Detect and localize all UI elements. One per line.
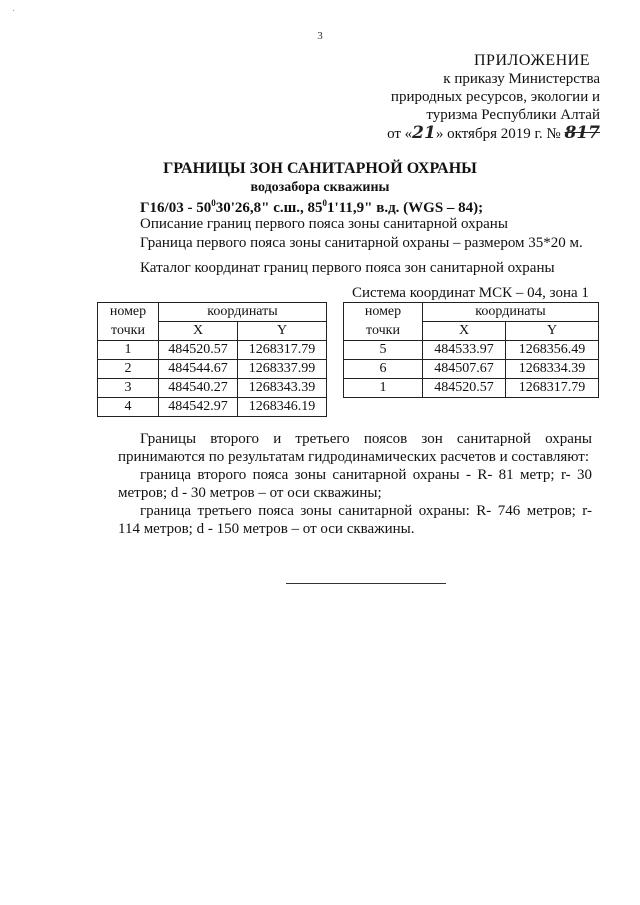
approval-line-1: к приказу Министерства	[443, 71, 600, 87]
closing-divider	[286, 583, 446, 584]
header-number-top: номер	[344, 303, 423, 322]
cell-x: 484507.67	[423, 360, 506, 379]
cell-x: 484533.97	[423, 341, 506, 360]
coordinate-table-left	[97, 302, 327, 417]
paragraph-1-line-2: принимаются по результатам гидродинамических расчетов и составляют:	[118, 449, 589, 465]
cell-x: 484544.67	[159, 360, 238, 379]
header-number-bottom: точки	[98, 322, 159, 341]
corner-mark: ·	[12, 6, 16, 17]
cell-y: 1268337.99	[238, 360, 327, 379]
header-x: X	[423, 322, 506, 341]
degree-mark-2: 0	[322, 198, 328, 208]
cell-x: 484542.97	[159, 398, 238, 417]
catalog-caption: Каталог координат границ первого пояса зон санитарной охраны	[140, 260, 555, 276]
approval-title: ПРИЛОЖЕНИЕ	[473, 52, 590, 69]
coordinate-table-right	[343, 302, 599, 398]
cell-y: 1268334.39	[506, 360, 599, 379]
header-coordinates: координаты	[159, 303, 327, 322]
cell-y: 1268343.39	[238, 379, 327, 398]
handwritten-order-number: 817	[564, 123, 600, 143]
cell-y: 1268356.49	[506, 341, 599, 360]
cell-point: 4	[98, 398, 159, 417]
table-row	[344, 379, 599, 398]
header-y: Y	[506, 322, 599, 341]
cell-x: 484540.27	[159, 379, 238, 398]
header-number-top: номер	[98, 303, 159, 322]
handwritten-day: 21	[412, 123, 436, 143]
table-row	[98, 341, 327, 360]
date-prefix: от «	[387, 126, 413, 142]
approval-block	[360, 52, 600, 143]
page-number: 3	[317, 30, 323, 42]
paragraph-2-line-2: метров; d - 30 метров – от оси скважины;	[118, 485, 382, 501]
table-row	[344, 341, 599, 360]
cell-point: 6	[344, 360, 423, 379]
cell-point: 5	[344, 341, 423, 360]
date-middle: » октября 2019 г. №	[435, 126, 561, 142]
coordinate-system-label: Система координат МСК – 04, зона 1	[352, 285, 589, 301]
cell-y: 1268346.19	[238, 398, 327, 417]
paragraph-3-line-2: 114 метров; d - 150 метров – от оси скважины.	[118, 521, 415, 537]
document-title: ГРАНИЦЫ ЗОН САНИТАРНОЙ ОХРАНЫ	[163, 160, 477, 177]
cell-x: 484520.57	[423, 379, 506, 398]
well-coordinates	[140, 198, 483, 217]
cell-point: 1	[344, 379, 423, 398]
table-header-row	[98, 322, 327, 341]
paragraph-2-line-1: граница второго пояса зоны санитарной охраны - R- 81 метр; r- 30	[140, 467, 592, 483]
cell-x: 484520.57	[159, 341, 238, 360]
cell-point: 1	[98, 341, 159, 360]
table-row	[98, 398, 327, 417]
table-header-row	[344, 303, 599, 322]
approval-line-2: природных ресурсов, экологии и	[390, 89, 600, 105]
table-row	[344, 360, 599, 379]
header-y: Y	[238, 322, 327, 341]
document-subtitle: водозабора скважины	[250, 180, 390, 195]
header-coordinates: координаты	[423, 303, 599, 322]
table-header-row	[98, 303, 327, 322]
degree-mark-1: 0	[211, 198, 216, 208]
cell-y: 1268317.79	[238, 341, 327, 360]
header-number-bottom: точки	[344, 322, 423, 341]
well-coord-part-2: 30'26,8" с.ш., 85	[215, 200, 323, 216]
paragraph-1-line-1: Границы второго и третьего поясов зон санитарной охраны	[140, 431, 592, 447]
approval-line-3: туризма Республики Алтай	[426, 107, 600, 123]
description-line-1: Описание границ первого пояса зоны санитарной охраны	[140, 216, 508, 232]
paragraph-3-line-1: граница третьего пояса зоны санитарной охраны: R- 746 метров; r-	[140, 503, 592, 519]
table-row	[98, 360, 327, 379]
cell-point: 2	[98, 360, 159, 379]
cell-point: 3	[98, 379, 159, 398]
approval-date-line	[360, 124, 600, 143]
description-line-2: Граница первого пояса зоны санитарной охраны – размером 35*20 м.	[140, 235, 583, 251]
well-coord-part-1: Г16/03 - 50	[140, 200, 212, 216]
header-x: X	[159, 322, 238, 341]
table-row	[98, 379, 327, 398]
cell-y: 1268317.79	[506, 379, 599, 398]
table-header-row	[344, 322, 599, 341]
well-coord-part-3: 1'11,9" в.д. (WGS – 84);	[327, 200, 484, 216]
